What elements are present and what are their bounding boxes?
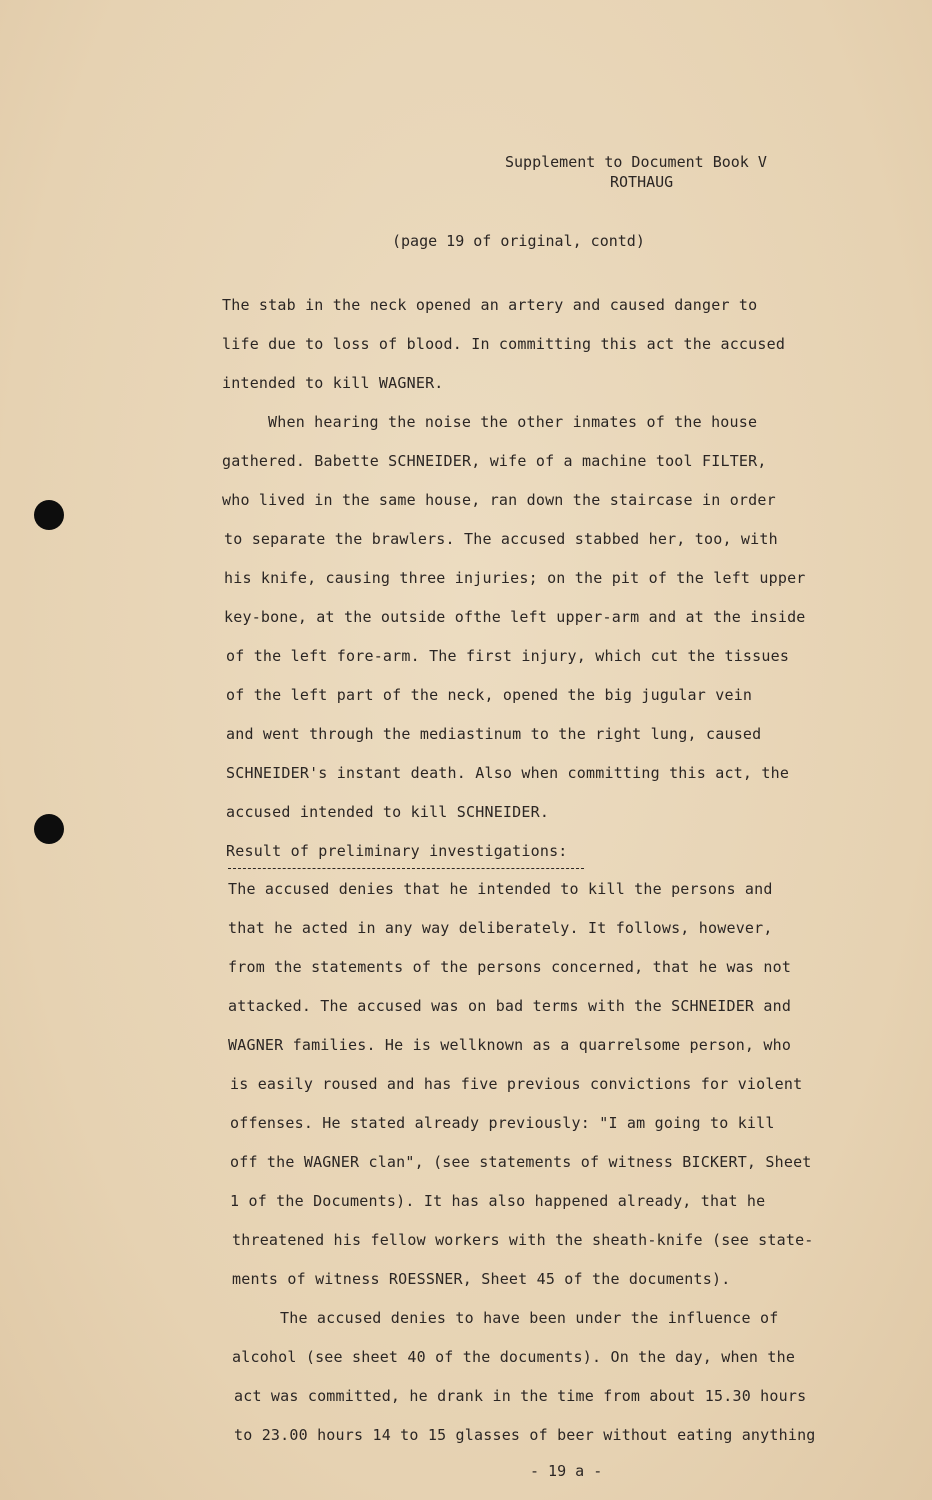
header-title: Supplement to Document Book V [505,153,767,171]
body-line: WAGNER families. He is wellknown as a quarrelsome person, who [228,1036,792,1054]
page-number: - 19 a - [530,1462,603,1480]
body-line: and went through the mediastinum to the right lung, caused [226,725,762,743]
body-line: who lived in the same house, ran down the staircase in order [222,491,776,509]
body-line: from the statements of the persons concerned, that he was not [228,958,792,976]
body-line: his knife, causing three injuries; on the pit of the left upper [224,569,806,587]
document-header [505,152,767,192]
body-line: The accused denies to have been under the influence of [280,1309,779,1327]
body-line: of the left fore-arm. The first injury, which cut the tissues [226,647,790,665]
body-line: that he acted in any way deliberately. It follows, however, [228,919,773,937]
body-line: off the WAGNER clan", (see statements of witness BICKERT, Sheet [230,1153,812,1171]
body-line: gathered. Babette SCHNEIDER, wife of a machine tool FILTER, [222,452,767,470]
body-line: of the left part of the neck, opened the big jugular vein [226,686,753,704]
body-line: The accused denies that he intended to kill the persons and [228,880,773,898]
body-line: to 23.00 hours 14 to 15 glasses of beer without eating anything [234,1426,816,1444]
header-subtitle: ROTHAUG [610,173,674,191]
body-line: alcohol (see sheet 40 of the documents). On the day, when the [232,1348,796,1366]
body-line: accused intended to kill SCHNEIDER. [226,803,550,821]
body-line: life due to loss of blood. In committing this act the accused [222,335,786,353]
heading-underline [228,868,584,869]
body-line: attacked. The accused was on bad terms with the SCHNEIDER and [228,997,792,1015]
page-reference: (page 19 of original, contd) [392,232,645,250]
body-line: threatened his fellow workers with the sheath-knife (see state- [232,1231,814,1249]
punch-hole-top [34,500,64,530]
section-heading: Result of preliminary investigations: [226,842,568,860]
body-line: When hearing the noise the other inmates of the house [268,413,758,431]
body-line: SCHNEIDER's instant death. Also when committing this act, the [226,764,790,782]
body-line: 1 of the Documents). It has also happened already, that he [230,1192,766,1210]
body-line: offenses. He stated already previously: "I am going to kill [230,1114,775,1132]
body-line: is easily roused and has five previous convictions for violent [230,1075,803,1093]
body-line: The stab in the neck opened an artery and caused danger to [222,296,758,314]
punch-hole-bottom [34,814,64,844]
body-line: key-bone, at the outside ofthe left upper-arm and at the inside [224,608,806,626]
body-line: ments of witness ROESSNER, Sheet 45 of the documents). [232,1270,731,1288]
body-line: to separate the brawlers. The accused stabbed her, too, with [224,530,778,548]
body-line: act was committed, he drank in the time from about 15.30 hours [234,1387,807,1405]
body-line: intended to kill WAGNER. [222,374,444,392]
